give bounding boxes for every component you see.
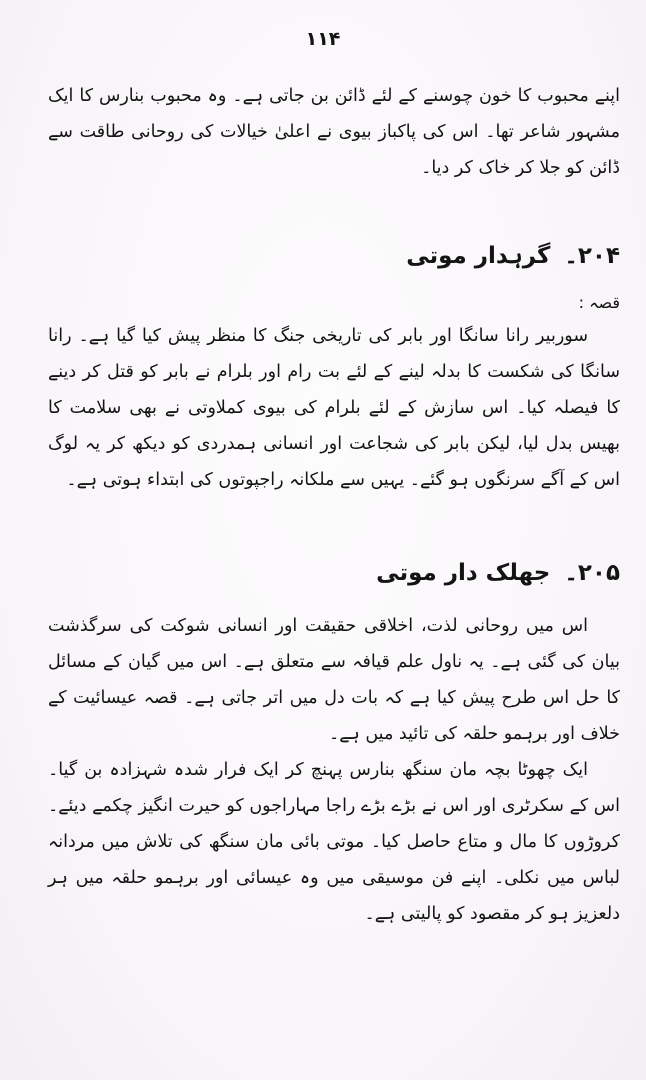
section-205-paragraph-2: ایک چھوٹا بچہ مان سنگھ بنارس پہنچ کر ایک فرار شدہ شہزادہ بن گیا۔ اس کے سکرٹری اور اس نے بڑے بڑے راجا مہاراجوں کو حیرت انگیز چکمے دیئے۔ کروڑوں کا مال و متاع حاصل کیا۔ موتی بائی مان سنگھ کی تلاش میں مردانہ لباس میں نکلی۔ اپنے فن موسیقی میں وہ عیسائی اور برہمو حلقہ میں ہر دلعزیز ہو کر مقصود کو پالیتی ہے۔: [48, 760, 620, 924]
intro-paragraph: اپنے محبوب کا خون چوسنے کے لئے ڈائن بن جاتی ہے۔ وہ محبوب بنارس کا ایک مشہور شاعر تھا۔ اس کی پاکباز بیوی نے اعلیٰ خیالات کی روحانی طاقت سے ڈائن کو جلا کر خاک کر دیا۔: [48, 86, 620, 178]
section-205-body-1: [48, 608, 620, 752]
intro-block: [48, 78, 620, 186]
section-204-heading-block: [48, 236, 620, 276]
section-204-paragraph: سوربیر رانا سانگا اور بابر کی تاریخی جنگ کا منظر پیش کیا گیا ہے۔ رانا سانگا کی شکست کا بدلہ لینے کے لئے بت رام اور بلرام نے بابر کو قتل کر دینے کا فیصلہ کیا۔ اس سازش کے لئے بلرام کی بیوی کملاوتی نے بھی سلامت کا بھیس بدل لیا، لیکن بابر کی شجاعت اور انسانی ہمدردی کو دیکھ کر یہ لوگ اس کے آگے سرنگوں ہو گئے۔ یہیں سے ملکانہ راجپوتوں کی ابتداء ہوتی ہے۔: [48, 326, 620, 490]
section-205-title: جھلک دار موتی: [376, 560, 551, 586]
section-205-heading-block: [48, 553, 620, 593]
section-204-label: قصہ :: [578, 293, 620, 312]
section-204-heading: [48, 236, 620, 276]
section-204-number: ۲۰۴۔: [564, 243, 620, 269]
section-205-body-2: [48, 752, 620, 932]
section-204-title: گرہدار موتی: [406, 243, 551, 269]
section-205-paragraph-1: اس میں روحانی لذت، اخلاقی حقیقت اور انسانی شوکت کی سرگذشت بیان کی گئی ہے۔ یہ ناول علم قیافہ سے متعلق ہے۔ اس میں گیان کے مسائل کا حل اس طرح پیش کیا ہے کہ بات دل میں اتر جاتی ہے۔ قصہ عیسائیت کے خلاف اور برہمو حلقہ کی تائید میں ہے۔: [48, 616, 620, 744]
section-204-label-block: [48, 288, 620, 318]
section-204-body: [48, 318, 620, 498]
section-205-number: ۲۰۵۔: [564, 560, 620, 586]
section-205-heading: [48, 553, 620, 593]
page-number: ۱۱۴: [305, 28, 341, 50]
